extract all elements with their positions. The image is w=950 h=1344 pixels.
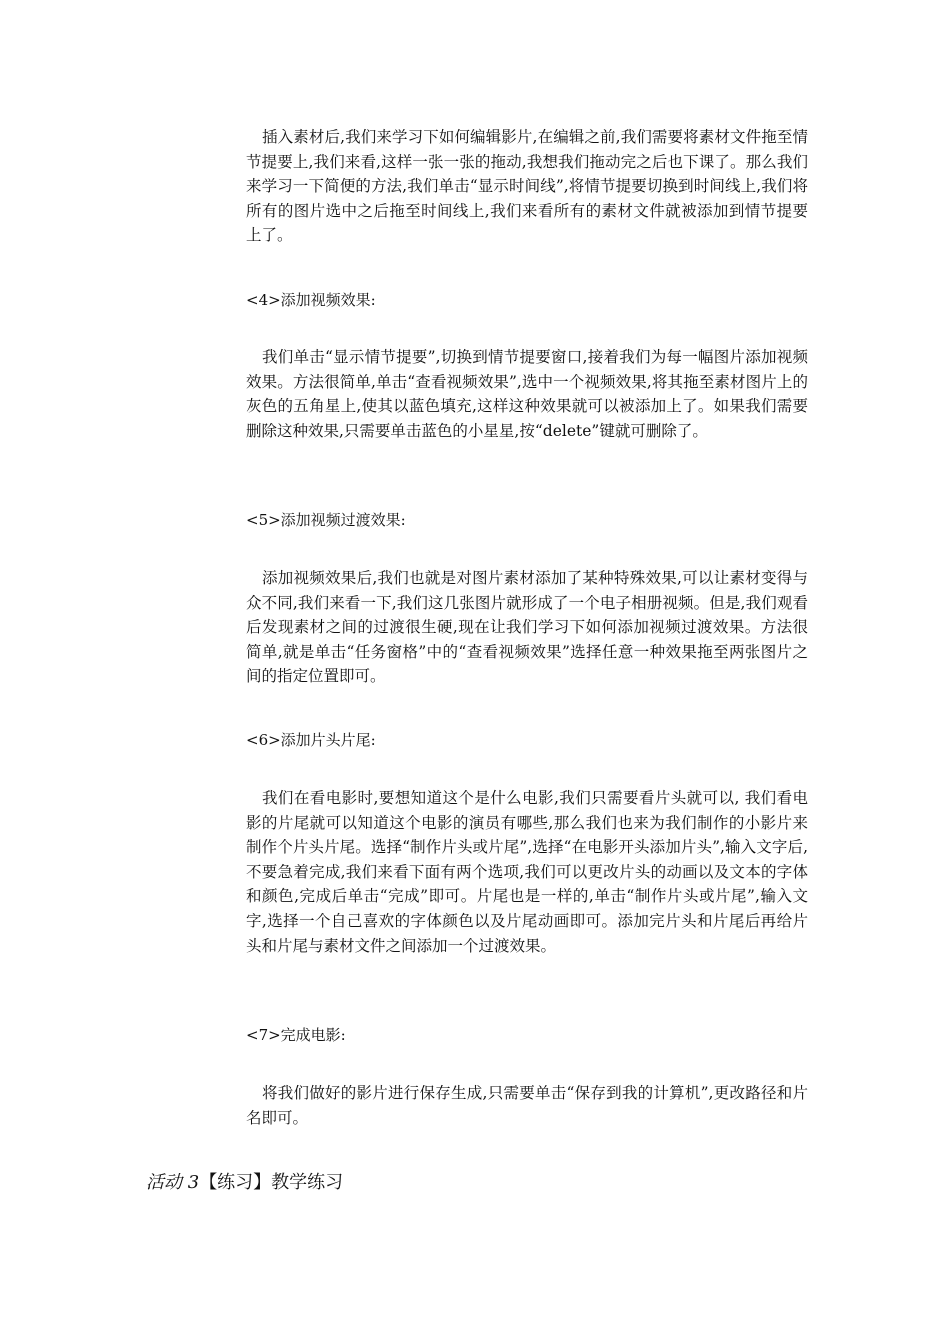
heading-add-titles-credits: <6>添加片头片尾: [246,731,376,749]
paragraph-add-transition-effects: 添加视频效果后,我们也就是对图片素材添加了某种特殊效果,可以让素材变得与众不同,我们来看一下,我们这几张图片就形成了一个电子相册视频。但是,我们观看后发现素材之间的过渡很生硬,现在让我们学习下如何添加视频过渡效果。方法很简单,就是单击“任务窗格”中的“查看视频效果”选择任意一种效果拖至两张图片之间的指定位置即可。 [246,569,808,686]
paragraph-edit-movie: 插入素材后,我们来学习下如何编辑影片,在编辑之前,我们需要将素材文件拖至情节提要上,我们来看,这样一张一张的拖动,我想我们拖动完之后也下课了。那么我们来学习一下简便的方法,我们单击“显示时间线”,将情节提要切换到时间线上,我们将所有的图片选中之后拖至时间线上,我们来看所有的素材文件就被添加到情节提要上了。 [246,128,808,245]
activity-title: 【练习】教学练习 [199,1172,344,1193]
heading-finish-movie: <7>完成电影: [246,1026,346,1044]
heading-add-video-effects: <4>添加视频效果: [246,291,376,309]
paragraph-add-video-effects: 我们单击“显示情节提要”,切换到情节提要窗口,接着我们为每一幅图片添加视频效果。方法很简单,单击“查看视频效果”,选中一个视频效果,将其拖至素材图片上的灰色的五角星上,使其以蓝色填充,这样这种效果就可以被添加上了。如果我们需要删除这种效果,只需要单击蓝色的小星星,按“delete”键就可删除了。 [246,348,808,440]
activity-heading [146,1170,343,1196]
paragraph-finish-movie: 将我们做好的影片进行保存生成,只需要单击“保存到我的计算机”,更改路径和片名即可。 [246,1084,808,1127]
paragraph-add-titles-credits: 我们在看电影时,要想知道这个是什么电影,我们只需要看片头就可以, 我们看电影的片尾就可以知道这个电影的演员有哪些,那么我们也来为我们制作的小影片来制作个片头片尾。选择“制作片头或片尾”,选择“在电影开头添加片头”,输入文字后,不要急着完成,我们来看下面有两个选项,我们可以更改片头的动画以及文本的字体和颜色,完成后单击“完成”即可。片尾也是一样的,单击“制作片头或片尾”,输入文字,选择一个自己喜欢的字体颜色以及片尾动画即可。添加完片头和片尾后再给片头和片尾与素材文件之间添加一个过渡效果。 [246,789,808,955]
heading-add-transition-effects: <5>添加视频过渡效果: [246,511,406,529]
activity-label: 活动 3 [146,1172,200,1193]
